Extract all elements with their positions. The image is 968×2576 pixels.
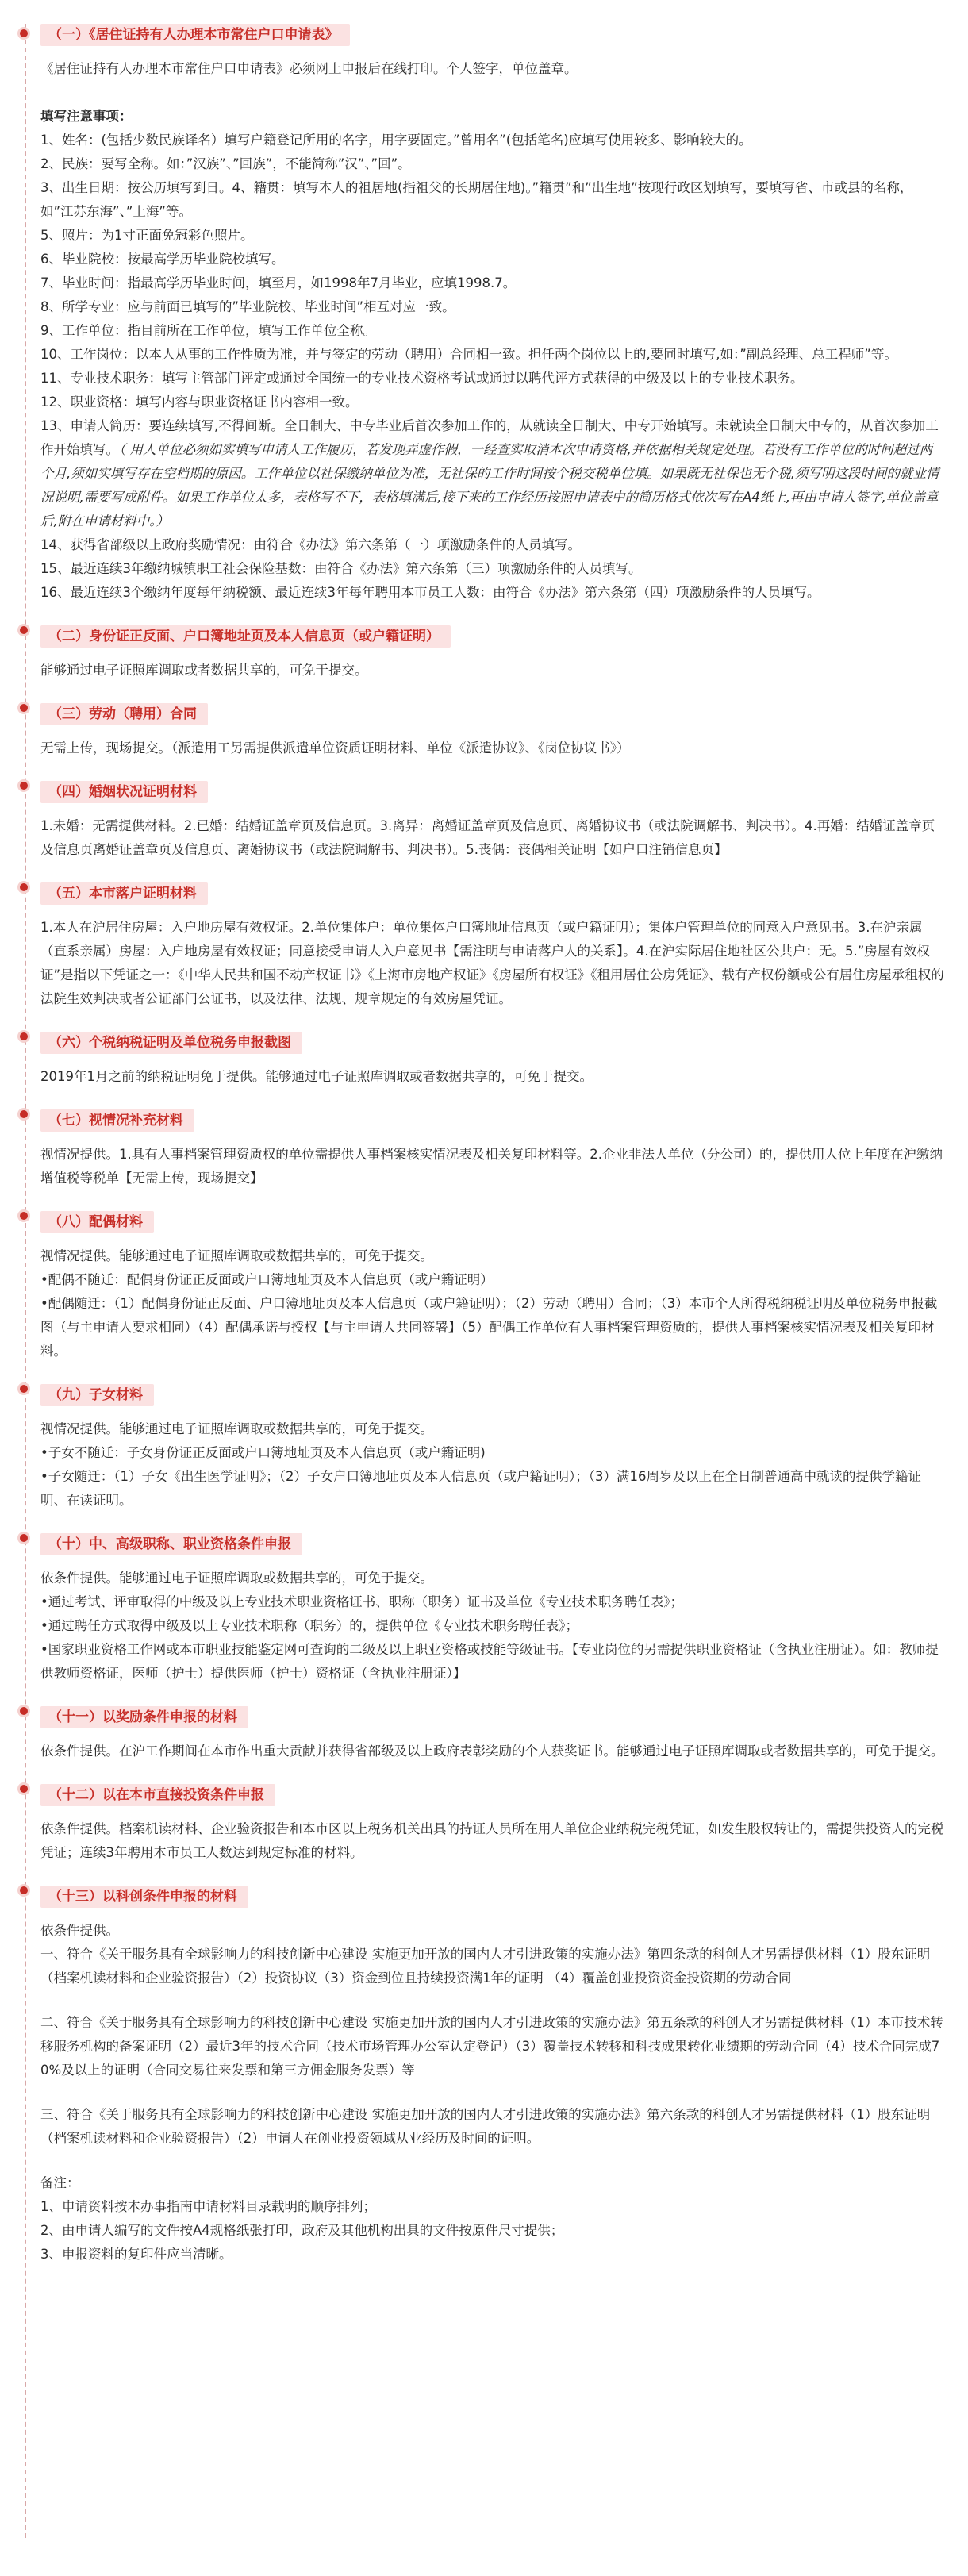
section-title: （十二）以在本市直接投资条件申报 bbox=[40, 1784, 275, 1806]
note-item: 16、最近连续3个缴纳年度每年纳税额、最近连续3年每年聘用本市员工人数：由符合《办法》第六条第（四）项激励条件的人员填写。 bbox=[40, 585, 820, 600]
section-tax-proof bbox=[40, 1027, 945, 1089]
note-item: 1、姓名：(包括少数民族译名）填写户籍登记所用的名字，用字要固定。”曾用名”(包括笔名)应填写使用较多、影响较大的。 bbox=[40, 133, 752, 148]
section-title: （八）配偶材料 bbox=[40, 1211, 154, 1233]
timeline-dot bbox=[20, 1707, 28, 1715]
remark-heading: 备注： bbox=[40, 2175, 80, 2190]
section-title: （六）个税纳税证明及单位税务申报截图 bbox=[40, 1032, 302, 1054]
timeline-dot bbox=[20, 1212, 28, 1220]
note-item: 5、照片：为1寸正面免冠彩色照片。 bbox=[40, 228, 254, 243]
timeline-dot bbox=[20, 704, 28, 712]
bullet-item: •通过考试、评审取得的中级及以上专业技术职业资格证书、职称（职务）证书及单位《专业技术职务聘任表》； bbox=[40, 1594, 683, 1609]
paragraph: 能够通过电子证照库调取或者数据共享的，可免于提交。 bbox=[40, 663, 368, 678]
bullet-item: •子女不随迁：子女身份证正反面或户口簿地址页及本人信息页（或户籍证明) bbox=[40, 1445, 486, 1460]
note-item: 12、职业资格：填写内容与职业资格证书内容相一致。 bbox=[40, 394, 359, 409]
remark-item: 3、申报资料的复印件应当清晰。 bbox=[40, 2247, 232, 2262]
spacer bbox=[40, 2082, 945, 2103]
guide-content bbox=[40, 24, 945, 2282]
bullet-item: •子女随迁：（1）子女《出生医学证明》；（2）子女户口簿地址页及本人信息页（或户籍证明）；（3）满16周岁及以上在全日制普通高中就读的提供学籍证明、在读证明。 bbox=[40, 1469, 921, 1508]
timeline-dot bbox=[20, 1785, 28, 1793]
timeline-dot bbox=[20, 1032, 28, 1040]
paragraph: 依条件提供。档案机读材料、企业验资报告和本市区以上税务机关出具的持证人员所在用人单位企业纳税完税凭证，如发生股权转让的，需提供投资人的完税凭证；连续3年聘用本市员工人数达到规定标准的材料。 bbox=[40, 1821, 944, 1860]
notes-heading: 填写注意事项： bbox=[40, 109, 133, 124]
paragraph: 2019年1月之前的纳税证明免于提供。能够通过电子证照库调取或者数据共享的，可免于提交。 bbox=[40, 1069, 593, 1084]
note-item: 10、工作岗位：以本人从事的工作性质为准，并与签定的劳动（聘用）合同相一致。担任两个岗位以上的,要同时填写,如：”副总经理、总工程师”等。 bbox=[40, 347, 897, 362]
remark-item: 1、申请资料按本办事指南申请材料目录载明的顺序排列； bbox=[40, 2199, 376, 2214]
note-item: 3、出生日期：按公历填写到日。4、籍贯：填写本人的祖居地(指祖父的长期居住地)。”籍贯”和”出生地”按现行政区划填写，要填写省、市或县的名称，如”江苏东海”、”上海”等。 bbox=[40, 180, 913, 219]
section-settlement-proof bbox=[40, 878, 945, 1011]
paragraph: 视情况提供。能够通过电子证照库调取或数据共享的，可免于提交。 bbox=[40, 1248, 433, 1263]
note-item: 8、所学专业：应与前面已填写的”毕业院校、毕业时间”相互对应一致。 bbox=[40, 299, 455, 314]
paragraph: 依条件提供。能够通过电子证照库调取或数据共享的，可免于提交。 bbox=[40, 1571, 433, 1586]
paragraph: 1.未婚：无需提供材料。2.已婚：结婚证盖章页及信息页。3.离异：离婚证盖章页及信息页、离婚协议书（或法院调解书、判决书）。4.再婚：结婚证盖章页及信息页离婚证盖章页及信息页、离婚协议书（或法院调解书、判决书）。5.丧偶：丧偶相关证明【如户口注销信息页】 bbox=[40, 818, 935, 857]
paragraph: 依条件提供。 bbox=[40, 1923, 119, 1938]
note-item: 11、专业技术职务：填写主管部门评定或通过全国统一的专业技术资格考试或通过以聘代评方式获得的中级及以上的专业技术职务。 bbox=[40, 371, 804, 386]
note-item: 2、民族：要写全称。如：”汉族”、”回族”，不能简称”汉”、”回”。 bbox=[40, 156, 411, 171]
section-labor-contract bbox=[40, 698, 945, 760]
paragraph: 三、符合《关于服务具有全球影响力的科技创新中心建设 实施更加开放的国内人才引进政策的实施办法》第六条款的科创人才另需提供材料（1）股东证明（档案机读材料和企业验资报告）（2）申请人在创业投资领域从业经历及时间的证明。 bbox=[40, 2107, 931, 2146]
note-item: 15、最近连续3年缴纳城镇职工社会保险基数：由符合《办法》第六条第（三）项激励条件的人员填写。 bbox=[40, 561, 642, 576]
section-title: （十）中、高级职称、职业资格条件申报 bbox=[40, 1533, 302, 1555]
section-title: （四）婚姻状况证明材料 bbox=[40, 781, 208, 803]
section-children bbox=[40, 1379, 945, 1513]
section-application-form bbox=[40, 24, 945, 605]
paragraph: 1.本人在沪居住房屋：入户地房屋有效权证。2.单位集体户：单位集体户口簿地址信息页（或户籍证明）；集体户管理单位的同意入户意见书。3.在沪亲属（直系亲属）房屋：入户地房屋有效权证；同意接受申请人入户意见书【需注明与申请落户人的关系】。4.在沪实际居住地社区公共户：无。5.”房屋有效权证”是指以下凭证之一：《中华人民共和国不动产权证书》《上海市房地产权证》《房屋所有权证》《租用居住公房凭证》、载有产权份额或公有居住房屋承租权的法院生效判决或者公证部门公证书，以及法律、法规、规章规定的有效房屋凭证。 bbox=[40, 920, 944, 1006]
remark-item: 2、由申请人编写的文件按A4规格纸张打印，政府及其他机构出具的文件按原件尺寸提供； bbox=[40, 2223, 564, 2238]
section-title: （十一）以奖励条件申报的材料 bbox=[40, 1706, 248, 1728]
bullet-item: •通过聘任方式取得中级及以上专业技术职称（职务）的，提供单位《专业技术职务聘任表》； bbox=[40, 1618, 578, 1633]
section-title: （五）本市落户证明材料 bbox=[40, 882, 208, 905]
section-marital-status bbox=[40, 776, 945, 862]
section-award bbox=[40, 1701, 945, 1763]
paragraph: 依条件提供。在沪工作期间在本市作出重大贡献并获得省部级及以上政府表彰奖励的个人获奖证书。能够通过电子证照库调取或者数据共享的，可免于提交。 bbox=[40, 1744, 944, 1759]
section-title: （七）视情况补充材料 bbox=[40, 1109, 194, 1132]
timeline-line bbox=[25, 24, 26, 2538]
paragraph: 无需上传，现场提交。（派遣用工另需提供派遣单位资质证明材料、单位《派遣协议》、《岗位协议书》） bbox=[40, 740, 630, 755]
section-supplementary bbox=[40, 1105, 945, 1190]
spacer bbox=[40, 2151, 945, 2171]
timeline-dot bbox=[20, 1886, 28, 1894]
bullet-item: •配偶不随迁：配偶身份证正反面或户口簿地址页及本人信息页（或户籍证明） bbox=[40, 1272, 494, 1287]
section-title: （一）《居住证持有人办理本市常住户口申请表》 bbox=[40, 24, 350, 46]
note-item: 14、获得省部级以上政府奖励情况：由符合《办法》第六条第（一）项激励条件的人员填写。 bbox=[40, 537, 581, 552]
section-spouse bbox=[40, 1206, 945, 1363]
section-investment bbox=[40, 1779, 945, 1865]
timeline-dot bbox=[20, 1110, 28, 1118]
paragraph: 视情况提供。1.具有人事档案管理资质权的单位需提供人事档案核实情况表及相关复印材料等。2.企业非法人单位（分公司）的，提供用人位上年度在沪缴纳增值税等税单【无需上传，现场提交】 bbox=[40, 1147, 943, 1186]
timeline-dot bbox=[20, 782, 28, 790]
section-title: （十三）以科创条件申报的材料 bbox=[40, 1886, 248, 1908]
note-item bbox=[40, 414, 945, 533]
note-italic-text: （ 用人单位必须如实填写申请人工作履历，若发现弄虚作假，一经查实取消本次申请资格,并依据相关规定处理。若没有工作单位的时间超过两个月,须如实填写存在空档期的原因。工作单位以社保缴纳单位为准，无社保的工作时间按个税交税单位填。如果既无社保也无个税,须写明这段时间的就业情况说明,需要写成附件。如果工作单位太多，表格写不下，表格填满后,接下来的工作经历按照申请表中的简历格式依次写在A4纸上,再由申请人签字,单位盖章后,附在申请材料中。） bbox=[40, 442, 939, 529]
paragraph: 视情况提供。能够通过电子证照库调取或数据共享的，可免于提交。 bbox=[40, 1421, 433, 1436]
timeline-dot bbox=[20, 1385, 28, 1393]
timeline-dot bbox=[20, 1534, 28, 1542]
paragraph: 一、符合《关于服务具有全球影响力的科技创新中心建设 实施更加开放的国内人才引进政策的实施办法》第四条款的科创人才另需提供材料（1）股东证明（档案机读材料和企业验资报告）（2）投资协议（3）资金到位且持续投资满1年的证明 （4）覆盖创业投资资金投资期的劳动合同 bbox=[40, 1947, 931, 1986]
note-text: 13、申请人简历：要连续填写,不得间断。全日制大、中专毕业后首次参加工作的，从就读全日制大、中专开始填写。未就读全日制大中专的，从首次参加工作开始填写。 bbox=[40, 418, 939, 457]
section-title: （三）劳动（聘用）合同 bbox=[40, 703, 208, 725]
note-item: 7、毕业时间：指最高学历毕业时间，填至月，如1998年7月毕业，应填1998.7。 bbox=[40, 275, 517, 290]
timeline-dot bbox=[20, 626, 28, 634]
timeline-dot bbox=[20, 883, 28, 891]
paragraph: 《居住证持有人办理本市常住户口申请表》必须网上申报后在线打印。个人签字，单位盖章。 bbox=[40, 61, 578, 76]
section-title: （二）身份证正反面、户口簿地址页及本人信息页（或户籍证明） bbox=[40, 625, 451, 648]
section-title: （九）子女材料 bbox=[40, 1384, 154, 1406]
timeline-dot bbox=[20, 29, 28, 37]
note-item: 6、毕业院校：按最高学历毕业院校填写。 bbox=[40, 252, 285, 267]
section-professional-title bbox=[40, 1528, 945, 1686]
spacer bbox=[40, 1990, 945, 2011]
bullet-item: •国家职业资格工作网或本市职业技能鉴定网可查询的二级及以上职业资格或技能等级证书。【专业岗位的另需提供职业资格证（含执业注册证）。如：教师提供教师资格证，医师（护士）提供医师（护士）资格证（含执业注册证）】 bbox=[40, 1642, 939, 1681]
paragraph: 二、符合《关于服务具有全球影响力的科技创新中心建设 实施更加开放的国内人才引进政策的实施办法》第五条款的科创人才另需提供材料（1）本市技术转移服务机构的备案证明（2）最近3年的技术合同（技术市场管理办公室认定登记）（3）覆盖技术转移和科技成果转化业绩期的劳动合同（4）技术合同完成70%及以上的证明（合同交易往来发票和第三方佣金服务发票）等 bbox=[40, 2015, 943, 2078]
note-item: 9、工作单位：指目前所在工作单位，填写工作单位全称。 bbox=[40, 323, 376, 338]
bullet-item: •配偶随迁：（1）配偶身份证正反面、户口簿地址页及本人信息页（或户籍证明）；（2）劳动（聘用）合同；（3）本市个人所得税纳税证明及单位税务申报截图（与主申请人要求相同）（4）配偶承诺与授权【与主申请人共同签署】（5）配偶工作单位有人事档案管理资质的，提供人事档案核实情况表及相关复印材料。 bbox=[40, 1296, 938, 1359]
section-innovation bbox=[40, 1881, 945, 2266]
section-id-documents bbox=[40, 621, 945, 682]
